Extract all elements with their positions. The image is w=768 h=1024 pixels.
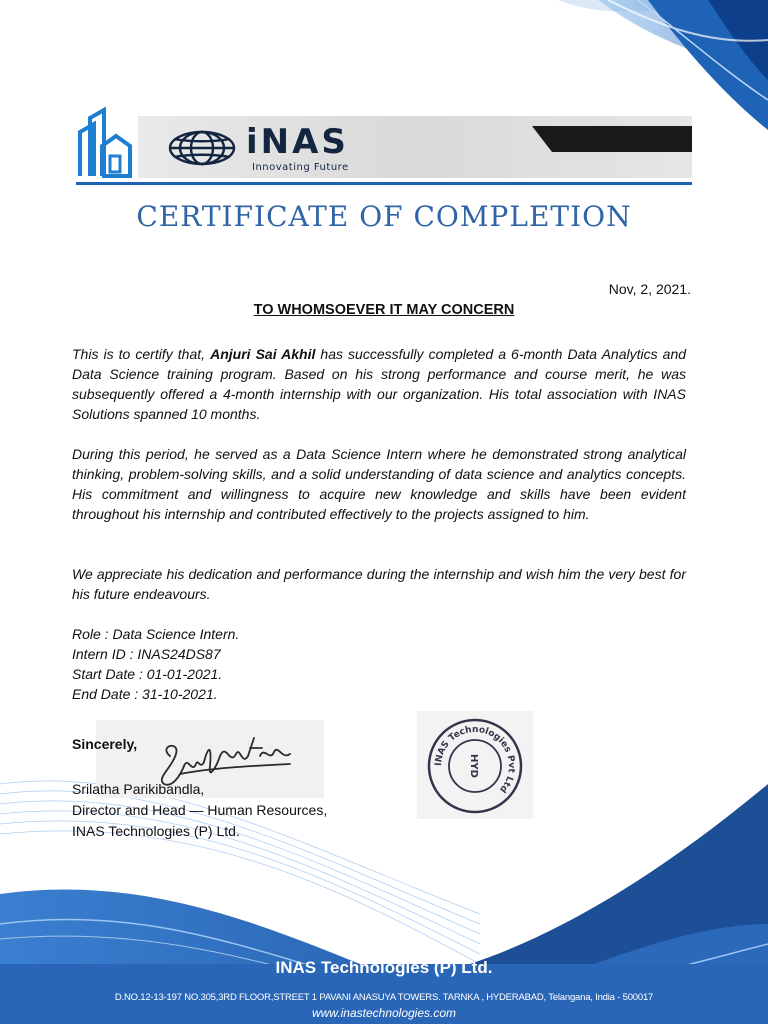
salutation-heading: TO WHOMSOEVER IT MAY CONCERN (253, 302, 515, 318)
recipient-name: Anjuri Sai Akhil (210, 346, 316, 362)
footer-website: www.inastechnologies.com (311, 1006, 457, 1020)
signer-block (72, 779, 327, 842)
signer-company: INAS Technologies (P) Ltd. (72, 823, 240, 839)
letterhead (76, 106, 692, 186)
footer-company-name: INAS Technologies (P) Ltd. (275, 958, 493, 977)
stamp-center-text: HYD (468, 754, 479, 778)
globe-logo-icon (166, 128, 238, 168)
footer-address: D.NO.12-13-197 NO.305,3RD FLOOR,STREET 1 PAVANI ANASUYA TOWERS. TARNKA , HYDERABAD, Telangana, India - 500017 (114, 992, 654, 1003)
paragraph-rest: has successfully completed a 6-month Data Analytics and Data Science training program. Based on his strong performance and course merit, he was subsequently offered a 4-month internship with our organization. His total association with INAS Solutions spanned 10 months. (72, 346, 687, 422)
banner-stripe-decoration (532, 126, 692, 152)
signer-title: Director and Head — Human Resources, (72, 802, 328, 818)
intern-id-line: Intern ID : INAS24DS87 (72, 646, 221, 662)
company-stamp-image (425, 716, 525, 816)
stamp-ring-text: INAS Technologies Pvt Ltd (433, 724, 517, 795)
paragraph-intro: This is to certify that, (72, 346, 211, 362)
brand-tagline: Innovating Future (252, 162, 349, 173)
role-line: Role : Data Science Intern. (72, 626, 240, 642)
paragraph-wishes: We appreciate his dedication and performance during the internship and wish him the very best for his future endeavours. (72, 566, 686, 602)
building-logo-icon (76, 106, 132, 178)
intern-details (72, 624, 239, 704)
paragraph-certification (72, 344, 686, 424)
paragraph-internship: During this period, he served as a Data Science Intern where he demonstrated strong analytical thinking, problem-solving skills, and a solid understanding of data science and analytics concepts. His commitment and willingness to acquire new knowledge and skills have been evident throughout his internship and contributed effectively to the projects assigned to him. (72, 446, 686, 522)
signer-name: Srilatha Parikibandla, (72, 781, 205, 797)
issue-date: Nov, 2, 2021. (608, 281, 691, 297)
start-date-line: Start Date : 01-01-2021. (72, 666, 223, 682)
end-date-line: End Date : 31-10-2021. (72, 686, 218, 702)
certificate-title: CERTIFICATE OF COMPLETION (136, 200, 632, 233)
header-rule (76, 182, 692, 185)
brand-name: iNAS (246, 122, 349, 162)
closing-sincerely: Sincerely, (72, 736, 138, 752)
